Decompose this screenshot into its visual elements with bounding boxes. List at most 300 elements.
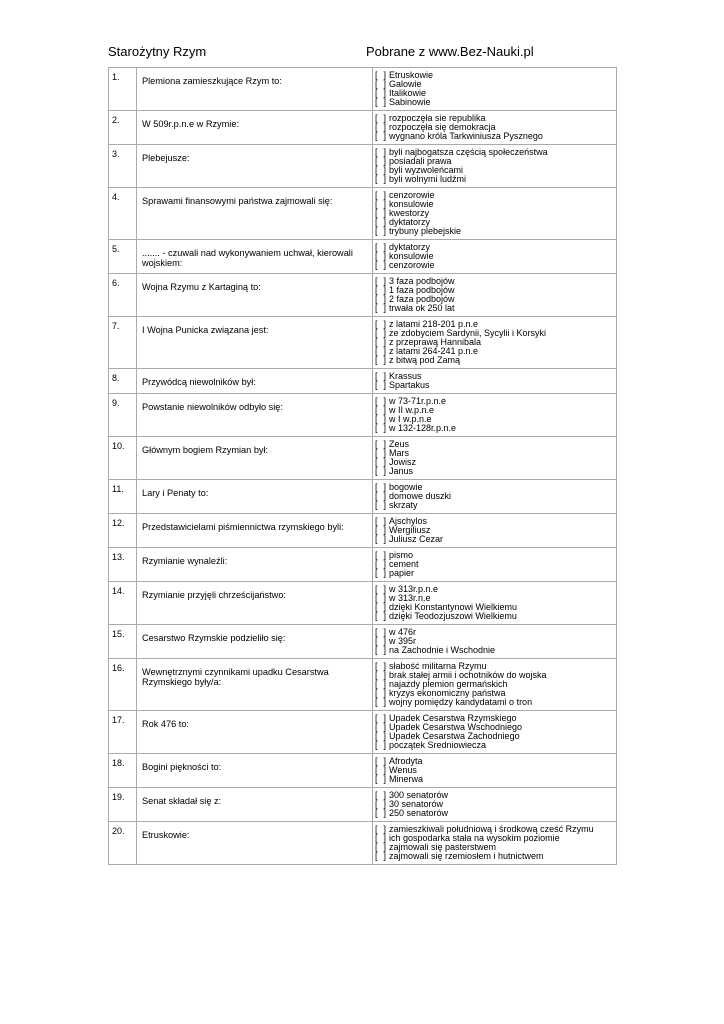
answer-option <box>375 295 614 304</box>
question-row <box>109 274 617 317</box>
answer-option-label: w I w.p.n.e <box>389 415 432 424</box>
answer-options <box>373 188 617 240</box>
checkbox-close-bracket: ] <box>383 584 386 594</box>
checkbox-close-bracket: ] <box>383 439 386 449</box>
answer-option-label: początek Średniowiecza <box>389 741 487 750</box>
answer-option <box>375 424 614 433</box>
answer-options <box>373 394 617 437</box>
checkbox-close-bracket: ] <box>383 697 386 707</box>
answer-checkbox[interactable] <box>375 98 389 107</box>
question-text: Rok 476 to: <box>137 711 373 754</box>
answer-option-label: Etruskowie <box>389 71 434 80</box>
question-number: 9. <box>109 394 137 437</box>
answer-checkbox[interactable] <box>375 356 389 365</box>
answer-option <box>375 689 614 698</box>
question-row <box>109 240 617 274</box>
answer-option <box>375 458 614 467</box>
checkbox-close-bracket: ] <box>383 147 386 157</box>
source-note: Pobrane z www.Bez-Nauki.pl <box>366 44 534 59</box>
answer-option-label: Janus <box>389 467 414 476</box>
checkbox-close-bracket: ] <box>383 500 386 510</box>
answer-option-label: Italikowie <box>389 89 427 98</box>
answer-checkbox[interactable] <box>375 381 389 390</box>
answer-checkbox[interactable] <box>375 698 389 707</box>
checkbox-close-bracket: ] <box>383 525 386 535</box>
question-text: I Wojna Punicka związana jest: <box>137 317 373 369</box>
checkbox-open-bracket: [ <box>375 799 378 809</box>
checkbox-open-bracket: [ <box>375 697 378 707</box>
question-text: Wewnętrznymi czynnikami upadku Cesarstwa Rzymskiego były/a: <box>137 659 373 711</box>
checkbox-open-bracket: [ <box>375 328 378 338</box>
checkbox-open-bracket: [ <box>375 765 378 775</box>
checkbox-open-bracket: [ <box>375 396 378 406</box>
checkbox-open-bracket: [ <box>375 217 378 227</box>
answer-option <box>375 594 614 603</box>
answer-option <box>375 209 614 218</box>
question-number: 8. <box>109 369 137 394</box>
answer-option <box>375 381 614 390</box>
checkbox-close-bracket: ] <box>383 294 386 304</box>
checkbox-open-bracket: [ <box>375 156 378 166</box>
answer-option <box>375 741 614 750</box>
answer-option <box>375 637 614 646</box>
checkbox-open-bracket: [ <box>375 337 378 347</box>
answer-option <box>375 843 614 852</box>
answer-option-label: 2 faza podbojów <box>389 295 455 304</box>
checkbox-open-bracket: [ <box>375 199 378 209</box>
answer-option <box>375 732 614 741</box>
checkbox-close-bracket: ] <box>383 611 386 621</box>
question-text: W 509r.p.n.e w Rzymie: <box>137 111 373 145</box>
answer-option <box>375 680 614 689</box>
question-number: 16. <box>109 659 137 711</box>
answer-option-label: ich gospodarka stała na wysokim poziomie <box>389 834 560 843</box>
answer-checkbox[interactable] <box>375 501 389 510</box>
answer-option-label: rozpoczęła sie republika <box>389 114 486 123</box>
answer-option <box>375 98 614 107</box>
answer-option-label: Wenus <box>389 766 417 775</box>
answer-option-label: 3 faza podbojów <box>389 277 455 286</box>
checkbox-close-bracket: ] <box>383 636 386 646</box>
checkbox-close-bracket: ] <box>383 165 386 175</box>
checkbox-close-bracket: ] <box>383 208 386 218</box>
question-number: 15. <box>109 625 137 659</box>
answer-option-label: kwestorzy <box>389 209 430 218</box>
answer-option <box>375 356 614 365</box>
checkbox-open-bracket: [ <box>375 568 378 578</box>
checkbox-open-bracket: [ <box>375 260 378 270</box>
question-row <box>109 822 617 865</box>
checkbox-open-bracket: [ <box>375 627 378 637</box>
checkbox-open-bracket: [ <box>375 559 378 569</box>
answer-option-label: byli wolnymi ludźmi <box>389 175 467 184</box>
answer-options <box>373 437 617 480</box>
answer-option <box>375 304 614 313</box>
answer-option <box>375 714 614 723</box>
checkbox-close-bracket: ] <box>383 131 386 141</box>
question-row <box>109 437 617 480</box>
question-number: 4. <box>109 188 137 240</box>
answer-option <box>375 166 614 175</box>
answer-option <box>375 492 614 501</box>
answer-option <box>375 809 614 818</box>
checkbox-open-bracket: [ <box>375 611 378 621</box>
checkbox-open-bracket: [ <box>375 88 378 98</box>
answer-options <box>373 68 617 111</box>
question-number: 12. <box>109 514 137 548</box>
answer-option-label: ze zdobyciem Sardynii, Sycylii i Korsyki <box>389 329 547 338</box>
answer-checkbox[interactable] <box>375 132 389 141</box>
checkbox-close-bracket: ] <box>383 602 386 612</box>
checkbox-open-bracket: [ <box>375 824 378 834</box>
answer-option-label: byli wyzwoleńcami <box>389 166 464 175</box>
answer-option-label: skrzaty <box>389 501 418 510</box>
checkbox-close-bracket: ] <box>383 722 386 732</box>
checkbox-close-bracket: ] <box>383 337 386 347</box>
checkbox-open-bracket: [ <box>375 380 378 390</box>
answer-checkbox[interactable] <box>375 741 389 750</box>
checkbox-open-bracket: [ <box>375 208 378 218</box>
answer-option-label: Spartakus <box>389 381 430 390</box>
answer-options <box>373 317 617 369</box>
answer-option-label: dyktatorzy <box>389 218 431 227</box>
checkbox-close-bracket: ] <box>383 199 386 209</box>
question-text: Rzymianie wynaleźli: <box>137 548 373 582</box>
answer-option-label: z bitwą pod Zamą <box>389 356 461 365</box>
answer-checkbox[interactable] <box>375 227 389 236</box>
checkbox-close-bracket: ] <box>383 774 386 784</box>
answer-option <box>375 372 614 381</box>
checkbox-close-bracket: ] <box>383 713 386 723</box>
answer-option <box>375 218 614 227</box>
answer-option <box>375 191 614 200</box>
checkbox-close-bracket: ] <box>383 457 386 467</box>
checkbox-open-bracket: [ <box>375 550 378 560</box>
checkbox-open-bracket: [ <box>375 319 378 329</box>
checkbox-open-bracket: [ <box>375 131 378 141</box>
checkbox-close-bracket: ] <box>383 833 386 843</box>
checkbox-open-bracket: [ <box>375 174 378 184</box>
checkbox-open-bracket: [ <box>375 355 378 365</box>
checkbox-open-bracket: [ <box>375 276 378 286</box>
answer-option-label: Sabinowie <box>389 98 431 107</box>
answer-option-label: trwała ok 250 lat <box>389 304 455 313</box>
answer-option <box>375 157 614 166</box>
answer-option-label: w 132-128r.p.n.e <box>389 424 457 433</box>
answer-option-label: dzięki Teodozjuszowi Wielkiemu <box>389 612 517 621</box>
answer-option-label: zajmowali się pasterstwem <box>389 843 497 852</box>
checkbox-open-bracket: [ <box>375 97 378 107</box>
checkbox-close-bracket: ] <box>383 679 386 689</box>
checkbox-open-bracket: [ <box>375 790 378 800</box>
answer-option <box>375 277 614 286</box>
checkbox-close-bracket: ] <box>383 670 386 680</box>
answer-option <box>375 89 614 98</box>
answer-option <box>375 252 614 261</box>
answer-option <box>375 397 614 406</box>
question-text: Sprawami finansowymi państwa zajmowali się: <box>137 188 373 240</box>
answer-option-label: 300 senatorów <box>389 791 449 800</box>
checkbox-open-bracket: [ <box>375 147 378 157</box>
checkbox-open-bracket: [ <box>375 731 378 741</box>
question-row <box>109 68 617 111</box>
question-text: ....... - czuwali nad wykonywaniem uchwał, kierowali wojskiem: <box>137 240 373 274</box>
answer-option <box>375 243 614 252</box>
answer-options <box>373 548 617 582</box>
answer-option-label: Jowisz <box>389 458 417 467</box>
answer-option <box>375 551 614 560</box>
checkbox-close-bracket: ] <box>383 568 386 578</box>
answer-option-label: cenzorowie <box>389 191 435 200</box>
checkbox-close-bracket: ] <box>383 174 386 184</box>
checkbox-close-bracket: ] <box>383 371 386 381</box>
answer-option-label: z przeprawą Hannibala <box>389 338 482 347</box>
checkbox-open-bracket: [ <box>375 636 378 646</box>
checkbox-open-bracket: [ <box>375 491 378 501</box>
answer-option-label: kryzys ekonomiczny państwa <box>389 689 506 698</box>
answer-options <box>373 625 617 659</box>
checkbox-close-bracket: ] <box>383 285 386 295</box>
answer-checkbox[interactable] <box>375 569 389 578</box>
checkbox-open-bracket: [ <box>375 593 378 603</box>
question-row <box>109 754 617 788</box>
question-text: Powstanie niewolników odbyło się: <box>137 394 373 437</box>
question-row <box>109 582 617 625</box>
answer-option <box>375 628 614 637</box>
answer-option-label: 30 senatorów <box>389 800 444 809</box>
question-text: Plebejusze: <box>137 145 373 188</box>
checkbox-close-bracket: ] <box>383 559 386 569</box>
answer-options <box>373 145 617 188</box>
answer-option-label: pismo <box>389 551 414 560</box>
answer-option <box>375 723 614 732</box>
answer-checkbox[interactable] <box>375 775 389 784</box>
checkbox-close-bracket: ] <box>383 190 386 200</box>
answer-option <box>375 834 614 843</box>
answer-option <box>375 329 614 338</box>
answer-checkbox[interactable] <box>375 304 389 313</box>
question-text: Głównym bogiem Rzymian był: <box>137 437 373 480</box>
question-text: Bogini piękności to: <box>137 754 373 788</box>
checkbox-close-bracket: ] <box>383 740 386 750</box>
answer-option <box>375 560 614 569</box>
answer-checkbox[interactable] <box>375 612 389 621</box>
answer-option-label: bogowie <box>389 483 423 492</box>
answer-option-label: papier <box>389 569 415 578</box>
checkbox-open-bracket: [ <box>375 79 378 89</box>
question-row <box>109 394 617 437</box>
answer-option-label: słabość militarna Rzymu <box>389 662 487 671</box>
answer-option <box>375 766 614 775</box>
answer-options <box>373 711 617 754</box>
question-number: 19. <box>109 788 137 822</box>
checkbox-open-bracket: [ <box>375 242 378 252</box>
checkbox-open-bracket: [ <box>375 448 378 458</box>
checkbox-close-bracket: ] <box>383 70 386 80</box>
answer-option-label: w 313r.n.e <box>389 594 431 603</box>
answer-option <box>375 467 614 476</box>
answer-option <box>375 646 614 655</box>
answer-options <box>373 480 617 514</box>
answer-option <box>375 662 614 671</box>
checkbox-close-bracket: ] <box>383 756 386 766</box>
answer-checkbox[interactable] <box>375 535 389 544</box>
answer-options <box>373 822 617 865</box>
answer-option <box>375 825 614 834</box>
checkbox-close-bracket: ] <box>383 260 386 270</box>
question-number: 13. <box>109 548 137 582</box>
question-number: 3. <box>109 145 137 188</box>
answer-option <box>375 347 614 356</box>
answer-option <box>375 123 614 132</box>
answer-option-label: posiadali prawa <box>389 157 452 166</box>
answer-option <box>375 71 614 80</box>
checkbox-open-bracket: [ <box>375 423 378 433</box>
answer-option-label: na Zachodnie i Wschodnie <box>389 646 496 655</box>
question-text: Cesarstwo Rzymskie podzieliło się: <box>137 625 373 659</box>
checkbox-close-bracket: ] <box>383 319 386 329</box>
question-number: 2. <box>109 111 137 145</box>
answer-option <box>375 320 614 329</box>
checkbox-open-bracket: [ <box>375 833 378 843</box>
answer-option <box>375 517 614 526</box>
checkbox-close-bracket: ] <box>383 156 386 166</box>
question-text: Lary i Penaty to: <box>137 480 373 514</box>
question-row <box>109 625 617 659</box>
answer-option-label: zamieszkiwali południową i środkową cześć Rzymu <box>389 825 594 834</box>
answer-checkbox[interactable] <box>375 261 389 270</box>
answer-checkbox[interactable] <box>375 175 389 184</box>
checkbox-open-bracket: [ <box>375 439 378 449</box>
answer-option-label: rozpoczęła się demokracja <box>389 123 496 132</box>
answer-checkbox[interactable] <box>375 646 389 655</box>
quiz-table <box>108 67 617 865</box>
checkbox-close-bracket: ] <box>383 765 386 775</box>
answer-option-label: byli najbogatsza częścią społeczeństwa <box>389 148 548 157</box>
checkbox-close-bracket: ] <box>383 482 386 492</box>
question-number: 6. <box>109 274 137 317</box>
checkbox-open-bracket: [ <box>375 740 378 750</box>
answer-checkbox[interactable] <box>375 424 389 433</box>
question-text: Przywódcą niewolników był: <box>137 369 373 394</box>
answer-checkbox[interactable] <box>375 809 389 818</box>
answer-option-label: z latami 218-201 p.n.e <box>389 320 479 329</box>
answer-option-label: konsulowie <box>389 200 434 209</box>
checkbox-open-bracket: [ <box>375 851 378 861</box>
checkbox-open-bracket: [ <box>375 226 378 236</box>
answer-option <box>375 535 614 544</box>
answer-option <box>375 415 614 424</box>
quiz-body <box>109 68 617 865</box>
checkbox-close-bracket: ] <box>383 380 386 390</box>
checkbox-close-bracket: ] <box>383 405 386 415</box>
answer-option-label: w 313r.p.n.e <box>389 585 439 594</box>
checkbox-close-bracket: ] <box>383 627 386 637</box>
answer-option-label: Galowie <box>389 80 422 89</box>
checkbox-open-bracket: [ <box>375 602 378 612</box>
answer-option-label: wojny pomiędzy kandydatami o tron <box>389 698 533 707</box>
answer-option <box>375 800 614 809</box>
answer-option-label: z latami 264-241 p.n.e <box>389 347 479 356</box>
checkbox-close-bracket: ] <box>383 550 386 560</box>
answer-option <box>375 526 614 535</box>
answer-option-label: w 395r <box>389 637 417 646</box>
checkbox-open-bracket: [ <box>375 414 378 424</box>
checkbox-open-bracket: [ <box>375 346 378 356</box>
answer-option <box>375 585 614 594</box>
question-row <box>109 317 617 369</box>
checkbox-close-bracket: ] <box>383 122 386 132</box>
answer-option-label: Upadek Cesarstwa Wschodniego <box>389 723 523 732</box>
checkbox-close-bracket: ] <box>383 396 386 406</box>
checkbox-open-bracket: [ <box>375 688 378 698</box>
answer-option-label: dzięki Konstantynowi Wielkiemu <box>389 603 518 612</box>
checkbox-open-bracket: [ <box>375 756 378 766</box>
checkbox-close-bracket: ] <box>383 251 386 261</box>
answer-option <box>375 791 614 800</box>
checkbox-close-bracket: ] <box>383 242 386 252</box>
answer-checkbox[interactable] <box>375 852 389 861</box>
checkbox-open-bracket: [ <box>375 122 378 132</box>
question-text: Etruskowie: <box>137 822 373 865</box>
answer-option <box>375 175 614 184</box>
checkbox-open-bracket: [ <box>375 713 378 723</box>
checkbox-open-bracket: [ <box>375 808 378 818</box>
answer-option-label: cement <box>389 560 419 569</box>
answer-options <box>373 274 617 317</box>
answer-option <box>375 440 614 449</box>
checkbox-open-bracket: [ <box>375 516 378 526</box>
answer-option <box>375 338 614 347</box>
answer-option <box>375 200 614 209</box>
question-row <box>109 480 617 514</box>
question-text: Rzymianie przyjęli chrześcijaństwo: <box>137 582 373 625</box>
answer-option <box>375 671 614 680</box>
answer-option-label: w II w.p.n.e <box>389 406 435 415</box>
checkbox-close-bracket: ] <box>383 97 386 107</box>
question-number: 1. <box>109 68 137 111</box>
checkbox-close-bracket: ] <box>383 731 386 741</box>
checkbox-close-bracket: ] <box>383 491 386 501</box>
answer-option <box>375 261 614 270</box>
checkbox-open-bracket: [ <box>375 842 378 852</box>
answer-option <box>375 501 614 510</box>
checkbox-close-bracket: ] <box>383 355 386 365</box>
answer-checkbox[interactable] <box>375 467 389 476</box>
checkbox-open-bracket: [ <box>375 679 378 689</box>
answer-option-label: zajmowali się rzemiosłem i hutnictwem <box>389 852 544 861</box>
answer-option <box>375 406 614 415</box>
checkbox-open-bracket: [ <box>375 645 378 655</box>
answer-option <box>375 852 614 861</box>
answer-option-label: Minerwa <box>389 775 424 784</box>
answer-option-label: Upadek Cesarstwa Rzymskiego <box>389 714 517 723</box>
answer-options <box>373 240 617 274</box>
question-row <box>109 548 617 582</box>
checkbox-open-bracket: [ <box>375 774 378 784</box>
checkbox-close-bracket: ] <box>383 824 386 834</box>
question-number: 10. <box>109 437 137 480</box>
checkbox-open-bracket: [ <box>375 113 378 123</box>
question-row <box>109 514 617 548</box>
answer-option-label: wygnano króla Tarkwiniusza Pysznego <box>389 132 543 141</box>
checkbox-close-bracket: ] <box>383 113 386 123</box>
answer-option-label: w 73-71r.p.n.e <box>389 397 447 406</box>
checkbox-close-bracket: ] <box>383 217 386 227</box>
answer-option <box>375 698 614 707</box>
checkbox-close-bracket: ] <box>383 688 386 698</box>
checkbox-open-bracket: [ <box>375 405 378 415</box>
